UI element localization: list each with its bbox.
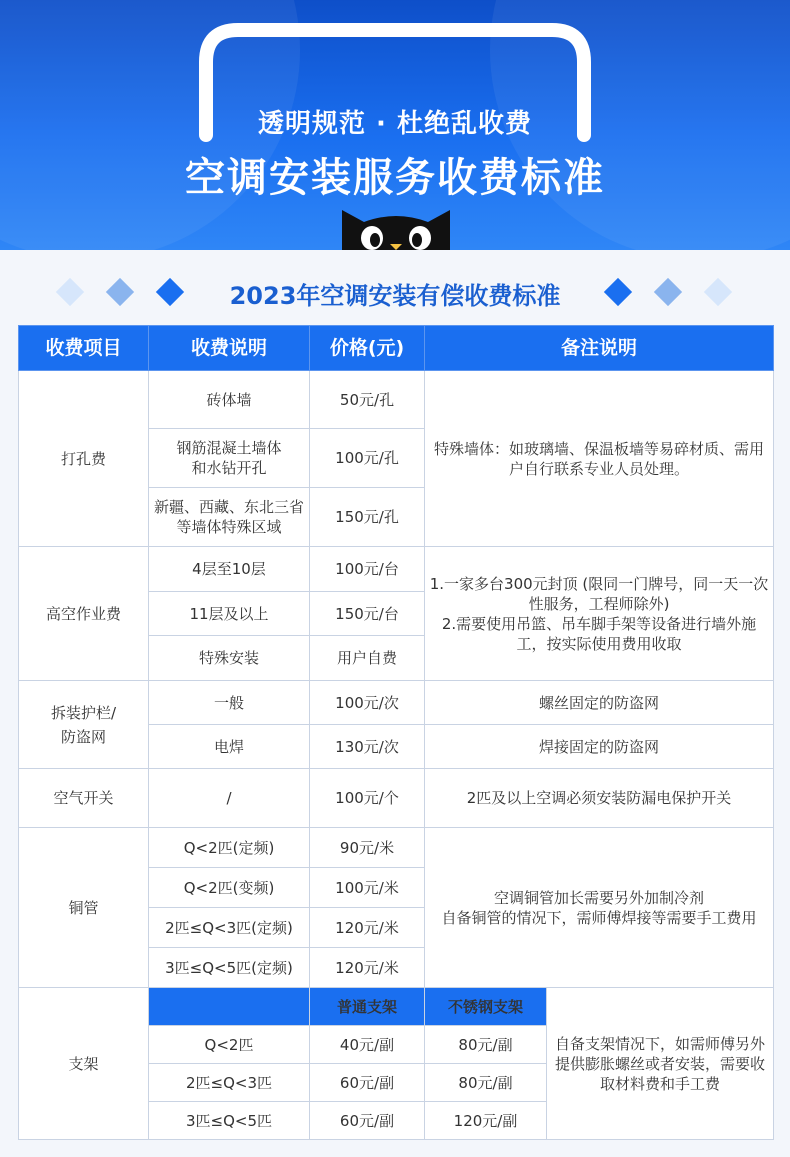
desc-cell: 一般 — [149, 681, 310, 725]
price-cell: 80元/副 — [425, 1026, 547, 1064]
desc-cell: 特殊安装 — [149, 636, 310, 681]
desc-cell: 4层至10层 — [149, 547, 310, 592]
price-cell: 120元/米 — [310, 908, 425, 948]
desc-cell: 3匹≤Q<5匹 — [149, 1102, 310, 1140]
table-row — [19, 371, 774, 429]
note-cell: 焊接固定的防盗网 — [425, 725, 774, 769]
price-cell: 100元/米 — [310, 868, 425, 908]
note-cell: 2匹及以上空调必须安装防漏电保护开关 — [425, 769, 774, 828]
table-row — [19, 769, 774, 828]
table-header-row — [19, 326, 774, 371]
header-item: 收费项目 — [19, 326, 149, 371]
cat-mascot-icon — [338, 204, 454, 250]
section-subtitle: 2023年空调安装有偿收费标准 — [229, 282, 561, 310]
bracket-subheader-steel: 不锈钢支架 — [425, 988, 547, 1026]
note-high-altitude: 1.一家多台300元封顶 (限同一门牌号，同一天一次性服务，工程师除外) 2.需要使用吊篮、吊车脚手架等设备进行墙外施工，按实际使用费用收取 — [425, 547, 774, 681]
header-desc: 收费说明 — [149, 326, 310, 371]
fee-table — [18, 325, 774, 1140]
note-cell: 螺丝固定的防盗网 — [425, 681, 774, 725]
header-banner — [0, 0, 790, 250]
price-cell: 150元/台 — [310, 592, 425, 636]
table-row — [19, 988, 774, 1026]
bracket-subheader-normal: 普通支架 — [310, 988, 425, 1026]
price-cell: 100元/个 — [310, 769, 425, 828]
category-high-altitude: 高空作业费 — [19, 547, 149, 681]
desc-cell: 钢筋混凝土墙体 和水钻开孔 — [149, 429, 310, 488]
desc-cell: 新疆、西藏、东北三省 等墙体特殊区域 — [149, 488, 310, 547]
category-guard: 拆装护栏/ 防盗网 — [19, 681, 149, 769]
subtitle-row — [0, 270, 790, 314]
price-cell: 120元/米 — [310, 948, 425, 988]
table-row — [19, 547, 774, 592]
table-row — [19, 681, 774, 725]
price-cell: 50元/孔 — [310, 371, 425, 429]
price-cell: 100元/孔 — [310, 429, 425, 488]
category-bracket: 支架 — [19, 988, 149, 1140]
price-cell: 130元/次 — [310, 725, 425, 769]
desc-cell: Q<2匹(定频) — [149, 828, 310, 868]
note-bracket: 自备支架情况下，如需师傅另外提供膨胀螺丝或者安装，需要收取材料费和手工费 — [547, 988, 774, 1140]
price-cell: 90元/米 — [310, 828, 425, 868]
page-title: 空调安装服务收费标准 — [185, 155, 605, 201]
price-cell: 60元/副 — [310, 1064, 425, 1102]
header-price: 价格(元) — [310, 326, 425, 371]
desc-cell: Q<2匹 — [149, 1026, 310, 1064]
note-copper: 空调铜管加长需要另外加制冷剂 自备铜管的情况下，需师傅焊接等需要手工费用 — [425, 828, 774, 988]
desc-cell: 2匹≤Q<3匹(定频) — [149, 908, 310, 948]
desc-cell: 砖体墙 — [149, 371, 310, 429]
desc-cell: 11层及以上 — [149, 592, 310, 636]
price-cell: 用户自费 — [310, 636, 425, 681]
note-drilling: 特殊墙体：如玻璃墙、保温板墙等易碎材质、需用户自行联系专业人员处理。 — [425, 371, 774, 547]
bracket-subheader-blank — [149, 988, 310, 1026]
price-cell: 80元/副 — [425, 1064, 547, 1102]
desc-cell: / — [149, 769, 310, 828]
table-row — [19, 828, 774, 868]
desc-cell: 3匹≤Q<5匹(定频) — [149, 948, 310, 988]
price-cell: 120元/副 — [425, 1102, 547, 1140]
price-cell: 40元/副 — [310, 1026, 425, 1064]
header-slogan: 透明规范 · 杜绝乱收费 — [258, 109, 532, 139]
desc-cell: Q<2匹(变频) — [149, 868, 310, 908]
price-cell: 60元/副 — [310, 1102, 425, 1140]
price-cell: 150元/孔 — [310, 488, 425, 547]
desc-cell: 电焊 — [149, 725, 310, 769]
category-switch: 空气开关 — [19, 769, 149, 828]
price-cell: 100元/次 — [310, 681, 425, 725]
desc-cell: 2匹≤Q<3匹 — [149, 1064, 310, 1102]
category-drilling: 打孔费 — [19, 371, 149, 547]
category-copper: 铜管 — [19, 828, 149, 988]
header-note: 备注说明 — [425, 326, 774, 371]
price-cell: 100元/台 — [310, 547, 425, 592]
